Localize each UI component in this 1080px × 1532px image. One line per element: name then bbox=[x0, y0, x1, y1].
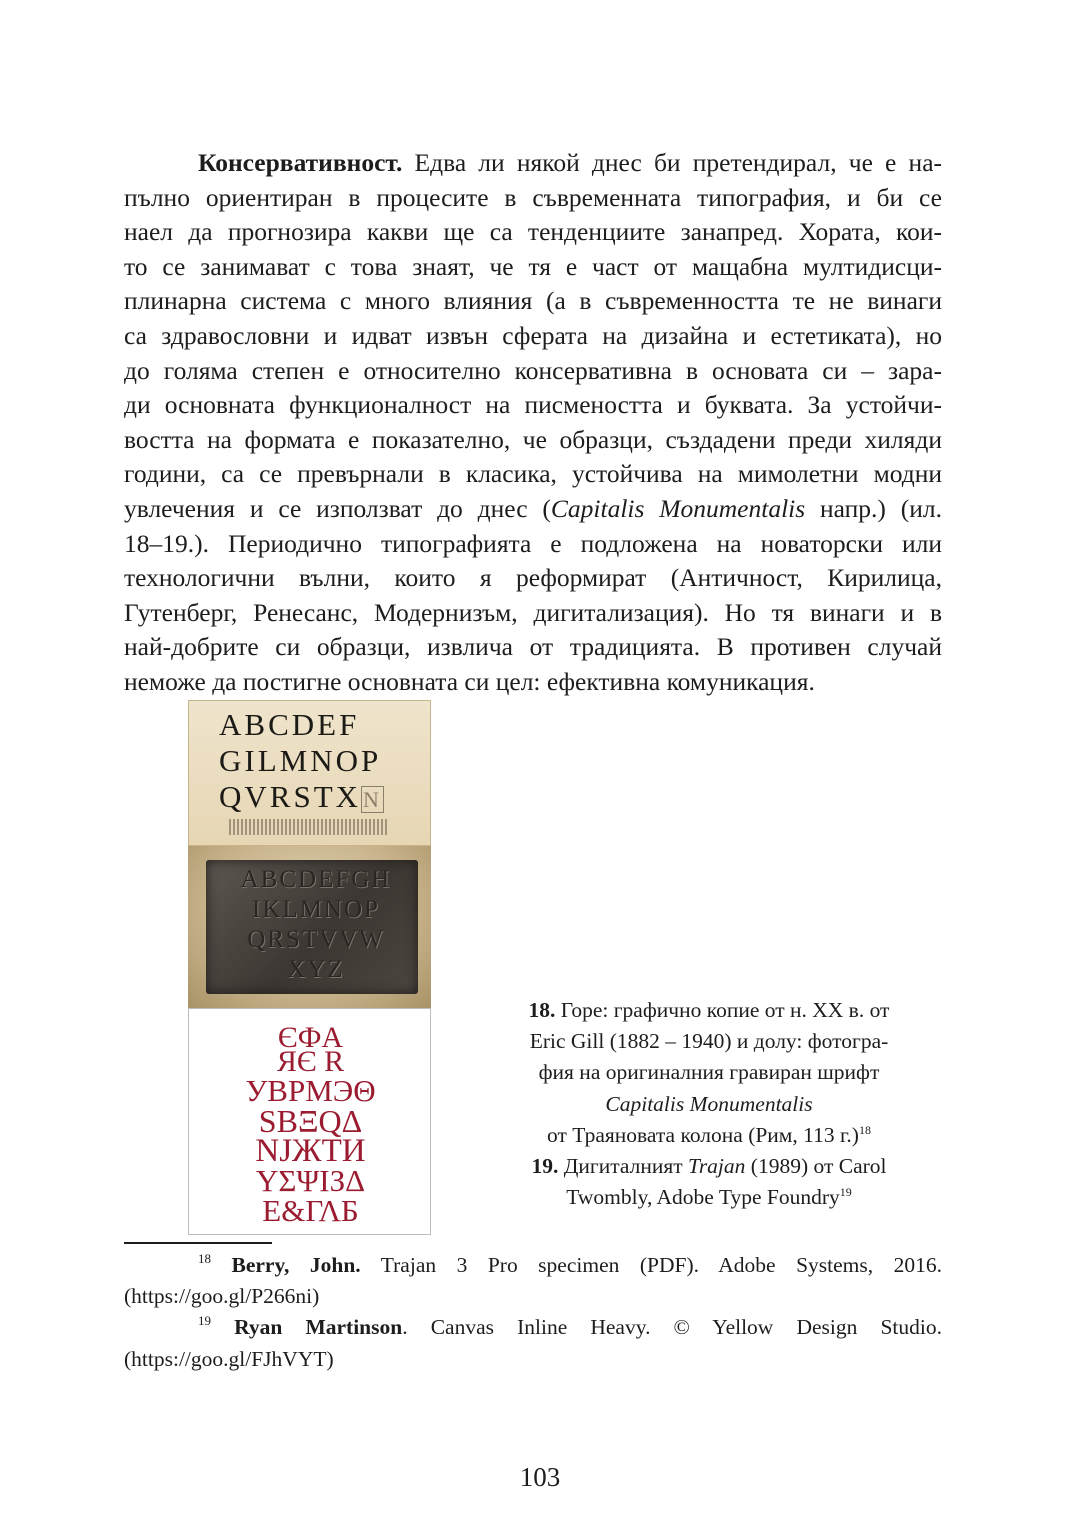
figure-illustration bbox=[188, 700, 431, 1235]
footnotes bbox=[124, 1250, 942, 1375]
caption-line: Capitalis Monumentalis bbox=[605, 1091, 813, 1116]
caption-line: фия на оригиналния гравиран шрифт bbox=[538, 1060, 880, 1085]
footnote-url[interactable]: (https://goo.gl/FJhVYT) bbox=[124, 1346, 334, 1371]
caption-line: от Траяновата колона (Рим, 113 г.)$^{18}$ bbox=[547, 1122, 871, 1147]
footnote-line: $^{19}$ Ryan Martinson. Canvas Inline Heavy. © Yellow Design Studio. bbox=[198, 1313, 942, 1340]
paragraph-line: ди основната функционалност на писмеността и буквата. За устойчи- bbox=[124, 390, 942, 420]
specimen-line: QVRSTXN bbox=[219, 779, 382, 814]
footnote-author: Ryan Martinson bbox=[234, 1315, 403, 1340]
paragraph-line: увлечения и се използват до днес (Capitalis Monumentalis напр.) (ил. bbox=[124, 493, 942, 523]
paragraph-line: години, са се превърнали в класика, устойчива на мимолетни модни bbox=[124, 459, 942, 489]
trajan-line: УВРМЭΘ bbox=[245, 1073, 376, 1108]
caption-line: 19. Дигиталният Trajan (1989) от Carol bbox=[531, 1154, 887, 1179]
fine-print-block bbox=[229, 819, 389, 835]
footnote-url[interactable]: (https://goo.gl/P266ni) bbox=[124, 1284, 320, 1309]
trajan-line: ЄФA bbox=[277, 1021, 344, 1054]
caption-line: 18. Горе: графично копие от н. XX в. от bbox=[528, 998, 890, 1022]
carved-line: ABCDEFGH bbox=[240, 866, 392, 893]
paragraph-line: най-добрите си образци, извлича от традицията. В противен случай bbox=[124, 632, 942, 662]
paragraph-line: наел да прогнозира какви ще са тенденциите занапред. Хората, кои- bbox=[124, 217, 942, 247]
paragraph-line: Консервативност. Едва ли някой днес би претендирал, че е на- bbox=[198, 148, 942, 177]
footnote-number: 18 bbox=[198, 1251, 211, 1266]
trajan-line: Ε&ΓΛБ bbox=[262, 1193, 359, 1228]
grid-letter-glyph: N bbox=[363, 787, 382, 812]
gill-specimen-image bbox=[188, 700, 431, 846]
trajan-line: ЯЄ R bbox=[276, 1045, 345, 1078]
figure-caption bbox=[474, 995, 944, 1213]
footnote-ref[interactable]: 18 bbox=[858, 1122, 871, 1137]
trajan-line: ΥΣΨΙЗΔ bbox=[255, 1163, 366, 1198]
specimen-line: ABCDEF bbox=[219, 707, 360, 742]
paragraph-line: плинарна система с много влияния (а в съвременността те не винаги bbox=[124, 286, 942, 316]
footnote-author: Berry, John. bbox=[231, 1253, 361, 1277]
carved-line: IKLMNOP bbox=[252, 896, 380, 923]
footnote-divider bbox=[124, 1242, 272, 1244]
trajan-line: SBΞQΔ bbox=[258, 1103, 363, 1139]
trajan-line: NJЖTИ bbox=[255, 1133, 366, 1169]
body-paragraph bbox=[124, 146, 942, 700]
paragraph-line: технологични вълни, които я реформират (Античност, Кирилица, bbox=[124, 563, 942, 593]
paragraph-line: са здравословни и идват извън сферата на дизайна и естетиката), но bbox=[124, 320, 942, 350]
carved-line: QRSTVVW bbox=[247, 926, 385, 953]
footnote-number: 19 bbox=[198, 1313, 211, 1329]
trajan-digital-specimen bbox=[188, 1008, 431, 1235]
paragraph-line: пълно ориентиран в процесите в съвременната типография, и би се bbox=[124, 182, 942, 212]
caption-line: Eric Gill (1882 – 1940) и долу: фотогра- bbox=[529, 1029, 889, 1054]
paragraph-line: Гутенберг, Ренесанс, Модернизъм, дигитализация). Но тя винаги и в bbox=[124, 597, 942, 627]
paragraph-line: то се занимават с това знаят, че тя е част от мащабна мултидисци- bbox=[124, 251, 942, 281]
paragraph-line: востта на формата е показателно, че образци, създадени преди хиляди bbox=[124, 424, 942, 454]
paragraph-line: неможе да постигне основната си цел: ефективна комуникация. bbox=[124, 666, 815, 696]
stone-slab bbox=[206, 860, 418, 994]
specimen-line: GILMNOP bbox=[219, 743, 382, 778]
paragraph-line: до голяма степен е относително консервативна в основата си – зара- bbox=[124, 355, 942, 385]
page-number: 103 bbox=[519, 1462, 561, 1492]
trajan-column-photo bbox=[188, 846, 431, 1008]
paragraph-lead: Консервативност. bbox=[198, 148, 403, 177]
footnote-ref[interactable]: 19 bbox=[839, 1185, 852, 1200]
carved-line: XYZ bbox=[287, 956, 345, 983]
caption-line: Twombly, Adobe Type Foundry$^{19}$ bbox=[566, 1185, 852, 1210]
footnote-line: $^{18}$ Berry, John. Trajan 3 Pro specimen (PDF). Adobe Systems, 2016. bbox=[198, 1251, 942, 1277]
paragraph-line: 18–19.). Периодично типографията е подложена на новаторски или bbox=[124, 528, 942, 558]
